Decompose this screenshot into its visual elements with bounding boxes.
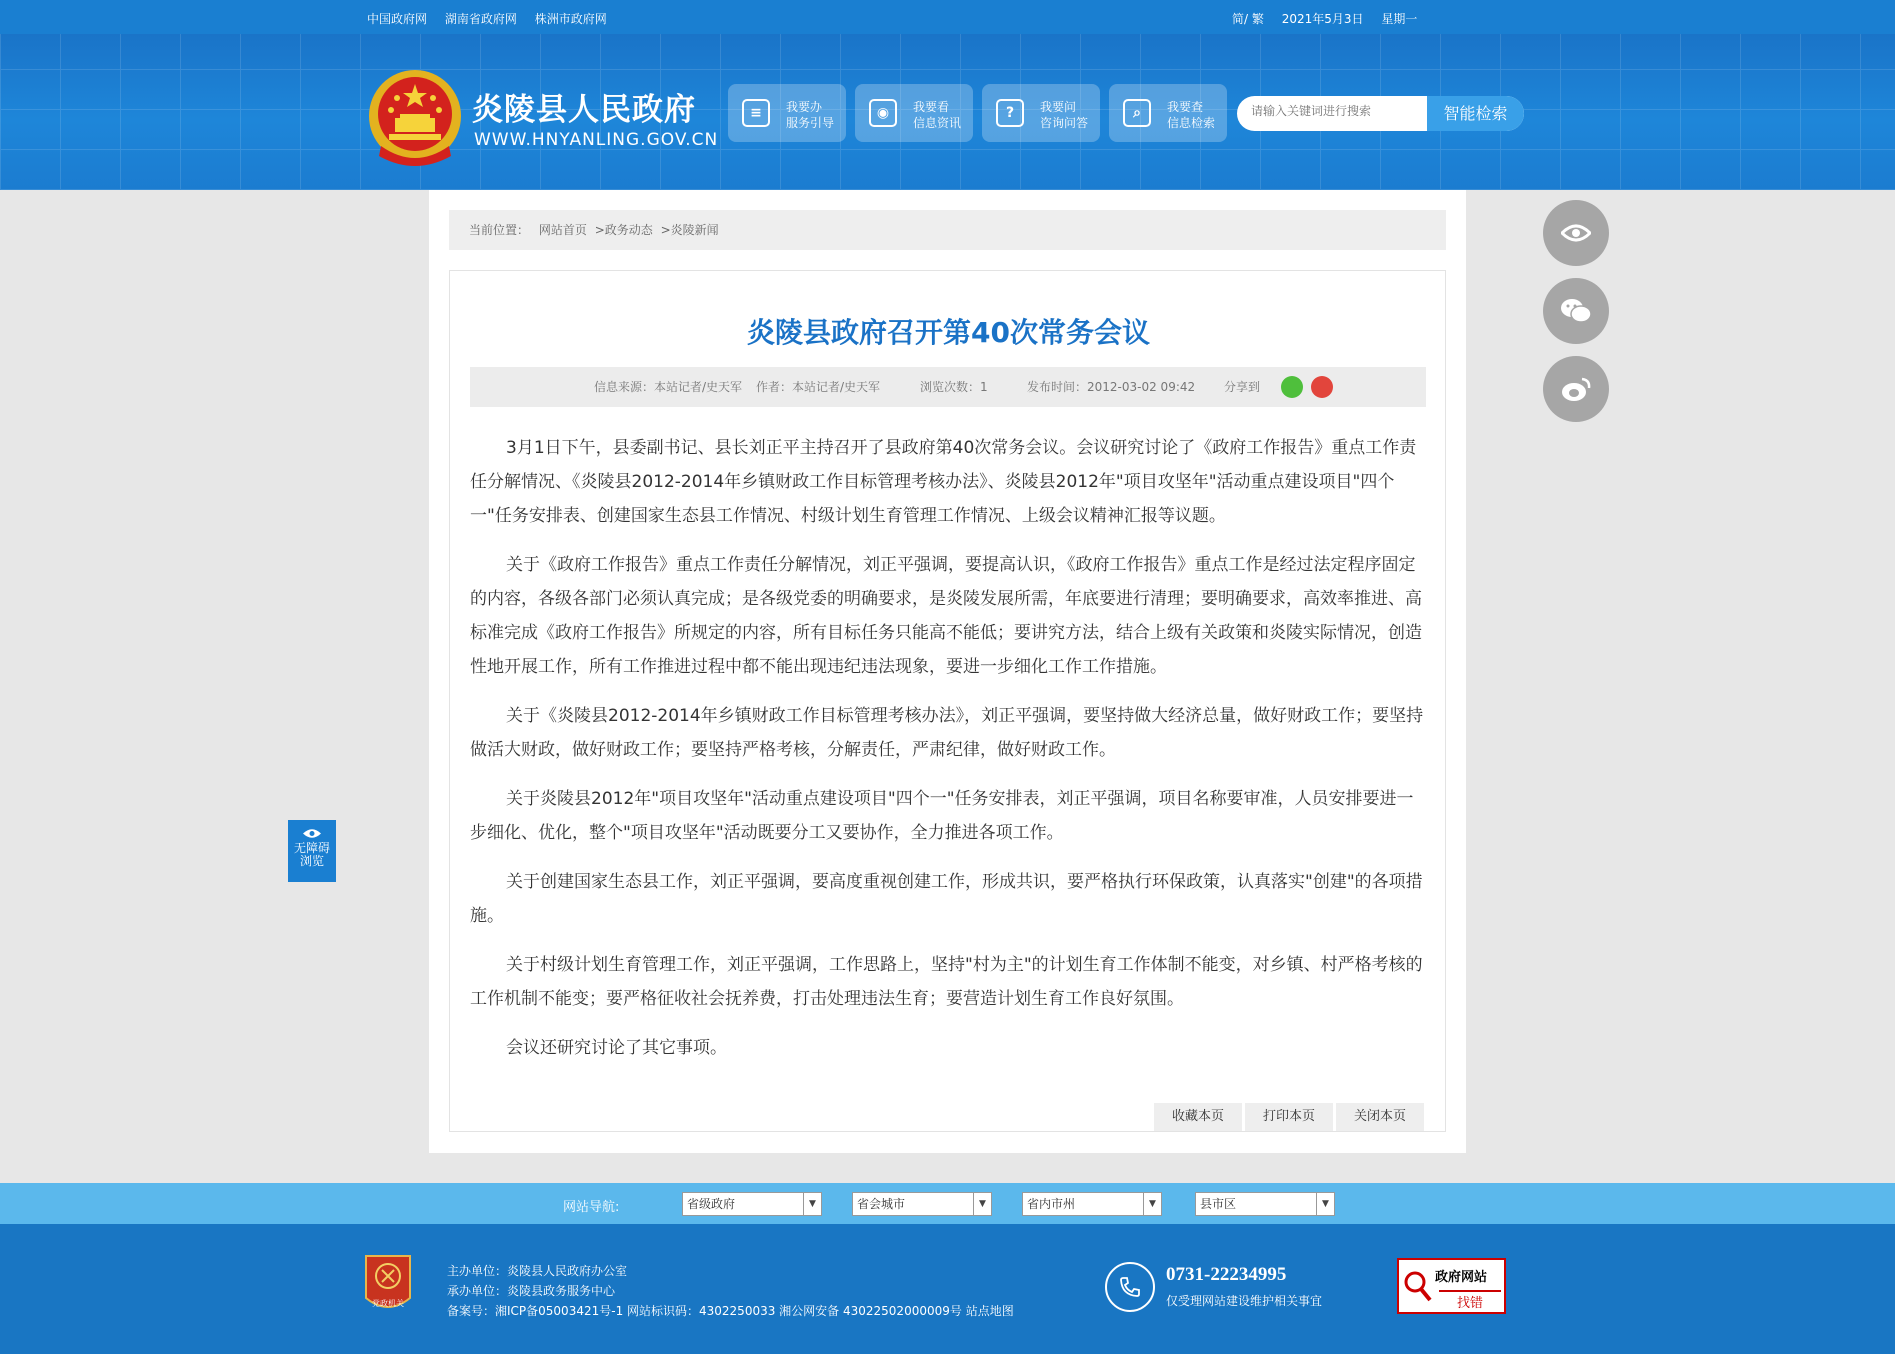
- site-nav-bar: [0, 1183, 1895, 1224]
- breadcrumb: [449, 210, 1446, 250]
- select-provincial-capitals[interactable]: [852, 1192, 992, 1216]
- national-emblem-icon: [367, 68, 463, 170]
- meta-share-label: 分享到: [1224, 380, 1261, 394]
- quick-qa-button[interactable]: [982, 84, 1100, 142]
- article-paragraph: 关于炎陵县2012年"项目攻坚年"活动重点建设项目"四个一"任务安排表，刘正平强调，项目名称要审准，人员安排要进一步细化、优化，整个"项目攻坚年"活动既要分工又要协作，全力推进各项工作。: [470, 789, 1414, 843]
- top-links: [367, 10, 621, 27]
- share-weibo-icon[interactable]: [1311, 376, 1333, 398]
- accessibility-label: 无障碍: [293, 841, 330, 855]
- select-value: 省内市州: [1027, 1197, 1076, 1211]
- quick-sublabel: 信息检索: [1167, 116, 1216, 130]
- article: [449, 270, 1446, 1132]
- meta-views: 浏览次数：1: [920, 380, 988, 394]
- article-body: [470, 431, 1426, 1080]
- quick-label: 我要办: [786, 100, 823, 114]
- smart-search-button[interactable]: 智能检索: [1427, 96, 1524, 131]
- top-date: 2021年5月3日: [1281, 12, 1364, 26]
- error-badge-sub: 找错: [1439, 1290, 1501, 1308]
- gov-site-error-report-button[interactable]: [1397, 1258, 1506, 1314]
- top-link-hunan[interactable]: 湖南省政府网: [444, 12, 517, 26]
- top-weekday: 星期一: [1381, 12, 1418, 26]
- phone-icon: [1105, 1262, 1155, 1312]
- question-icon: ?: [996, 99, 1024, 127]
- select-value: 省级政府: [687, 1197, 736, 1211]
- meta-author: 作者：本站记者/史天军: [756, 380, 881, 394]
- article-title: 炎陵县政府召开第40次常务会议: [747, 316, 1150, 349]
- article-paragraph: 3月1日下午，县委副书记、县长刘正平主持召开了县政府第40次常务会议。会议研究讨论了《政府工作报告》重点工作责任分解情况、《炎陵县2012-2014年乡镇财政工作目标管理考核办法》、炎陵县2012年"项目攻坚年"活动重点建设项目"四个一"任务安排表、创建国家生态县工作情况、村级计划生育管理工作情况、上级会议精神汇报等议题。: [470, 438, 1417, 526]
- emblem-label: 党政机关: [372, 1299, 404, 1308]
- float-view-button[interactable]: [1543, 200, 1609, 266]
- select-provincial-gov[interactable]: [682, 1192, 822, 1216]
- select-counties[interactable]: [1195, 1192, 1335, 1216]
- wechat-icon: [1560, 297, 1592, 325]
- select-value: 省会城市: [857, 1197, 906, 1211]
- site-footer: [0, 1224, 1895, 1354]
- accessibility-sublabel: 浏览: [299, 854, 324, 868]
- quick-sublabel: 咨询问答: [1040, 116, 1089, 130]
- site-title: 炎陵县人民政府: [472, 92, 696, 128]
- site-header: [0, 34, 1895, 190]
- meta-source: 信息来源：本站记者/史天军: [594, 380, 743, 394]
- chevron-down-icon: ▼: [1316, 1193, 1334, 1215]
- quick-search-button[interactable]: [1109, 84, 1227, 142]
- article-paragraph: 关于创建国家生态县工作，刘正平强调，要高度重视创建工作，形成共识，要严格执行环保政策，认真落实"创建"的各项措施。: [470, 872, 1423, 926]
- quick-label: 我要看: [913, 100, 950, 114]
- article-paragraph: 会议还研究讨论了其它事项。: [506, 1038, 727, 1058]
- footer-info: [447, 1261, 1014, 1321]
- eye-icon: [302, 828, 322, 839]
- magnifier-icon: [1403, 1270, 1433, 1304]
- chevron-down-icon: ▼: [973, 1193, 991, 1215]
- top-right-info: [1232, 10, 1431, 27]
- search-box: [1237, 96, 1524, 131]
- footer-phone-note: 仅受理网站建设维护相关事宜: [1166, 1294, 1323, 1308]
- quick-label: 我要问: [1040, 100, 1077, 114]
- top-link-gov[interactable]: 中国政府网: [367, 12, 428, 26]
- article-paragraph: 关于《炎陵县2012-2014年乡镇财政工作目标管理考核办法》，刘正平强调，要坚持做大经济总量，做好财政工作；要坚持做活大财政，做好财政工作；要坚持严格考核，分解责任，严肃纪律，做好财政工作。: [470, 706, 1424, 760]
- eye-icon: [1561, 223, 1591, 243]
- error-badge-title: 政府网站: [1435, 1270, 1488, 1285]
- article-paragraph: 关于村级计划生育管理工作，刘正平强调，工作思路上，坚持"村为主"的计划生育工作体制不能变，对乡镇、村严格考核的工作机制不能变；要严格征收社会抚养费，打击处理违法生育；要营造计划生育工作良好氛围。: [470, 955, 1423, 1009]
- float-wechat-button[interactable]: [1543, 278, 1609, 344]
- quick-info-button[interactable]: [855, 84, 973, 142]
- top-bar: [0, 0, 1895, 34]
- footer-sponsor: 主办单位：炎陵县人民政府办公室: [447, 1264, 628, 1278]
- share-wechat-icon[interactable]: [1281, 376, 1303, 398]
- breadcrumb-yanling-news[interactable]: >炎陵新闻: [660, 223, 719, 237]
- quick-service-guide-button[interactable]: [728, 84, 846, 142]
- site-url: WWW.HNYANLING.GOV.CN: [474, 130, 719, 150]
- footer-record[interactable]: 备案号：湘ICP备05003421号-1 网站标识码：4302250033 湘公网安备 43022502000009号 站点地图: [447, 1304, 1014, 1318]
- article-meta: [470, 367, 1426, 407]
- footer-operator: 承办单位：炎陵县政务服务中心: [447, 1284, 616, 1298]
- accessibility-button[interactable]: [288, 820, 336, 882]
- site-nav-label: 网站导航:: [563, 1200, 620, 1215]
- quick-label: 我要查: [1167, 100, 1204, 114]
- quick-sublabel: 信息资讯: [913, 116, 962, 130]
- meta-published: 发布时间：2012-03-02 09:42: [1027, 380, 1196, 394]
- chevron-down-icon: ▼: [1143, 1193, 1161, 1215]
- close-page-button[interactable]: 关闭本页: [1336, 1103, 1424, 1131]
- eye-icon: ◉: [869, 99, 897, 127]
- party-gov-emblem-icon[interactable]: [362, 1254, 414, 1316]
- weibo-icon: [1560, 375, 1592, 403]
- top-link-zhuzhou[interactable]: 株洲市政府网: [534, 12, 607, 26]
- search-icon: ⌕: [1123, 99, 1151, 127]
- print-button[interactable]: 打印本页: [1245, 1103, 1333, 1131]
- breadcrumb-news[interactable]: >政务动态: [594, 223, 653, 237]
- breadcrumb-label: 当前位置：: [469, 223, 530, 237]
- search-input[interactable]: [1251, 104, 1401, 118]
- bookmark-button[interactable]: 收藏本页: [1154, 1103, 1242, 1131]
- article-paragraph: 关于《政府工作报告》重点工作责任分解情况，刘正平强调，要提高认识，《政府工作报告》重点工作是经过法定程序固定的内容，各级各部门必须认真完成；是各级党委的明确要求，是炎陵发展所需，年底要进行清理；要明确要求，高效率推进、高标准完成《政府工作报告》所规定的内容，所有目标任务只能高不能低；要讲究方法，结合上级有关政策和炎陵实际情况，创造性地开展工作，所有工作推进过程中都不能出现违纪违法现象，要进一步细化工作工作措施。: [470, 555, 1422, 677]
- float-weibo-button[interactable]: [1543, 356, 1609, 422]
- quick-sublabel: 服务引导: [786, 116, 835, 130]
- select-value: 县市区: [1200, 1197, 1237, 1211]
- select-cities[interactable]: [1022, 1192, 1162, 1216]
- lang-switch[interactable]: 简/ 繁: [1232, 12, 1264, 26]
- chevron-down-icon: ▼: [803, 1193, 821, 1215]
- footer-phone: 0731-22234995: [1166, 1264, 1287, 1285]
- breadcrumb-home[interactable]: 网站首页: [538, 223, 587, 237]
- main-content: [429, 190, 1466, 1153]
- document-icon: ≡: [742, 99, 770, 127]
